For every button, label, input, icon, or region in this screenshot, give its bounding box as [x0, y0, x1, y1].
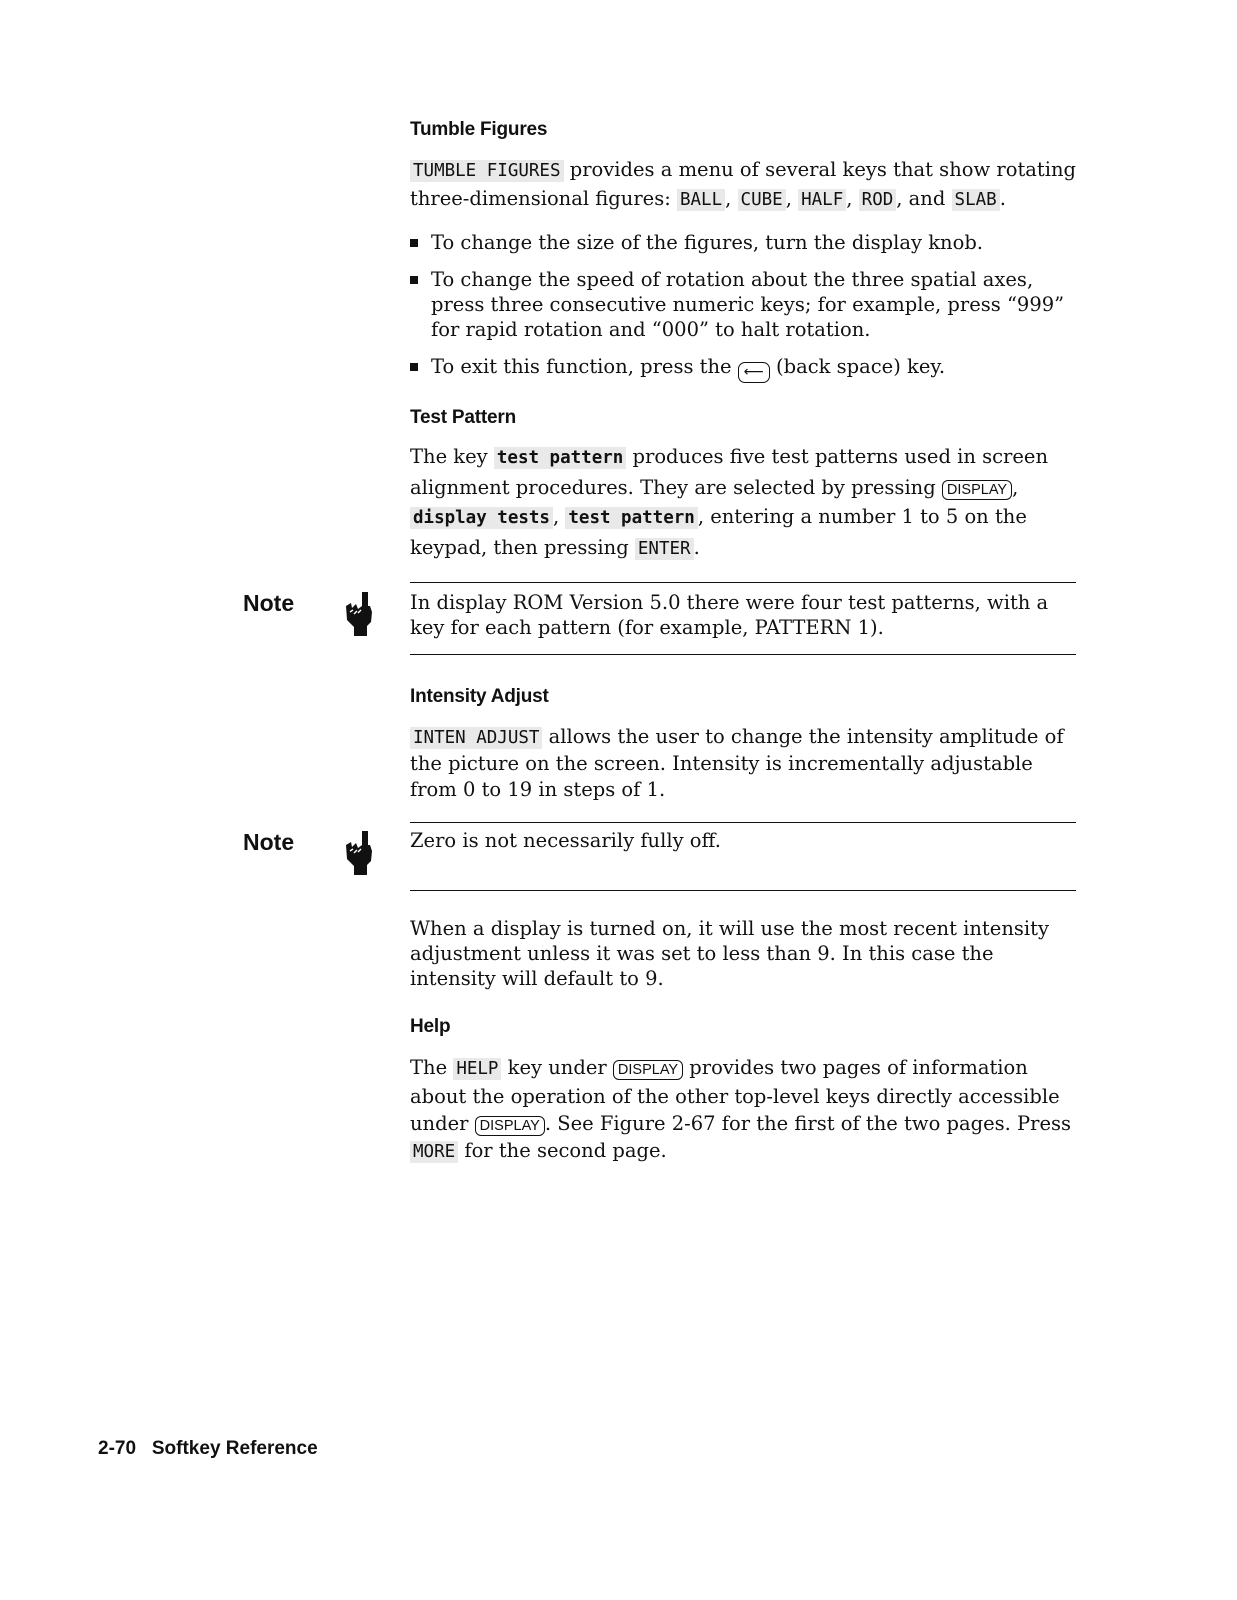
list-item	[410, 354, 1078, 383]
paragraph-test-pattern	[410, 442, 1078, 564]
softkey-test-pattern: test pattern	[494, 447, 626, 469]
heading-tumble-figures: Tumble Figures	[410, 119, 548, 140]
page-number: 2-70	[98, 1438, 137, 1459]
text: for the second page.	[458, 1139, 667, 1162]
note-label: Note	[243, 590, 295, 616]
text: provides two pages of information about the operation of the other top-level keys directly accessible under	[410, 1056, 1060, 1135]
text: To exit this function, press the	[431, 355, 738, 378]
hardkey-display: DISPLAY	[942, 480, 1012, 500]
heading-test-pattern: Test Pattern	[410, 407, 516, 428]
list-item: To change the size of the figures, turn the display knob.	[410, 230, 1078, 255]
bullet-list-tumble	[410, 230, 1078, 395]
paragraph-help	[410, 1054, 1078, 1166]
softkey-display-tests: display tests	[410, 507, 553, 529]
text: The	[410, 1056, 454, 1079]
softkey-cube: CUBE	[738, 189, 786, 211]
text: key under	[501, 1056, 613, 1079]
text: The key	[410, 445, 494, 468]
text: . See Figure 2-67 for the first of the two pages. Press	[544, 1112, 1072, 1135]
text: ,	[846, 187, 859, 210]
pointing-hand-icon	[342, 592, 376, 636]
softkey-more: MORE	[410, 1141, 458, 1163]
note-text: Zero is not necessarily fully off.	[410, 829, 721, 852]
text: .	[999, 187, 1006, 210]
text: ,	[725, 187, 738, 210]
footer-title: Softkey Reference	[151, 1438, 318, 1459]
note-label: Note	[243, 829, 295, 855]
softkey-inten-adjust: INTEN ADJUST	[410, 727, 542, 749]
paragraph-intensity-default: When a display is turned on, it will use the most recent intensity adjustment unless it was set to less than 9. In this case the intensity will default to 9.	[410, 917, 1049, 990]
text: , entering a number 1 to 5 on the keypad, then pressing	[410, 505, 1027, 559]
softkey-enter: ENTER	[635, 538, 694, 560]
paragraph-intensity	[410, 724, 1078, 803]
text: ,	[552, 505, 566, 528]
heading-intensity-adjust: Intensity Adjust	[410, 686, 549, 707]
divider	[410, 890, 1076, 891]
text: ,	[1012, 476, 1019, 499]
page-footer	[98, 1438, 318, 1460]
softkey-rod: ROD	[859, 189, 897, 211]
pointing-hand-icon	[342, 831, 376, 875]
softkey-help: HELP	[453, 1058, 501, 1080]
text: ,	[785, 187, 799, 210]
heading-help: Help	[410, 1016, 451, 1037]
text: (back space) key.	[769, 355, 946, 378]
text: provides a menu of several keys that show rotating three-dimensional figures:	[410, 158, 1077, 210]
divider	[410, 654, 1076, 655]
list-item: To change the speed of rotation about the three spatial axes, press three consecutive numeric keys; for example, press “999” for rapid rotation and “000” to halt rotation.	[410, 267, 1078, 342]
paragraph-tumble-figures	[410, 156, 1078, 214]
softkey-half: HALF	[798, 189, 846, 211]
hardkey-display: DISPLAY	[613, 1060, 683, 1080]
softkey-ball: BALL	[677, 189, 725, 211]
text: produces five test patterns used in screen alignment procedures. They are selected by pressing	[410, 445, 1049, 499]
hardkey-display: DISPLAY	[475, 1116, 545, 1136]
text: .	[693, 536, 700, 559]
note-text: In display ROM Version 5.0 there were four test patterns, with a key for each pattern (for example, PATTERN 1).	[410, 591, 1049, 639]
softkey-slab: SLAB	[952, 189, 1000, 211]
backspace-key-icon: ⟵	[738, 362, 770, 383]
divider	[410, 582, 1076, 583]
softkey-test-pattern: test pattern	[565, 507, 697, 529]
divider	[410, 822, 1076, 823]
softkey-tumble-figures: TUMBLE FIGURES	[410, 160, 564, 182]
text: allows the user to change the intensity amplitude of the picture on the screen. Intensity is incrementally adjustable from 0 to 19 in steps of 1.	[410, 725, 1064, 801]
text: , and	[896, 187, 952, 210]
